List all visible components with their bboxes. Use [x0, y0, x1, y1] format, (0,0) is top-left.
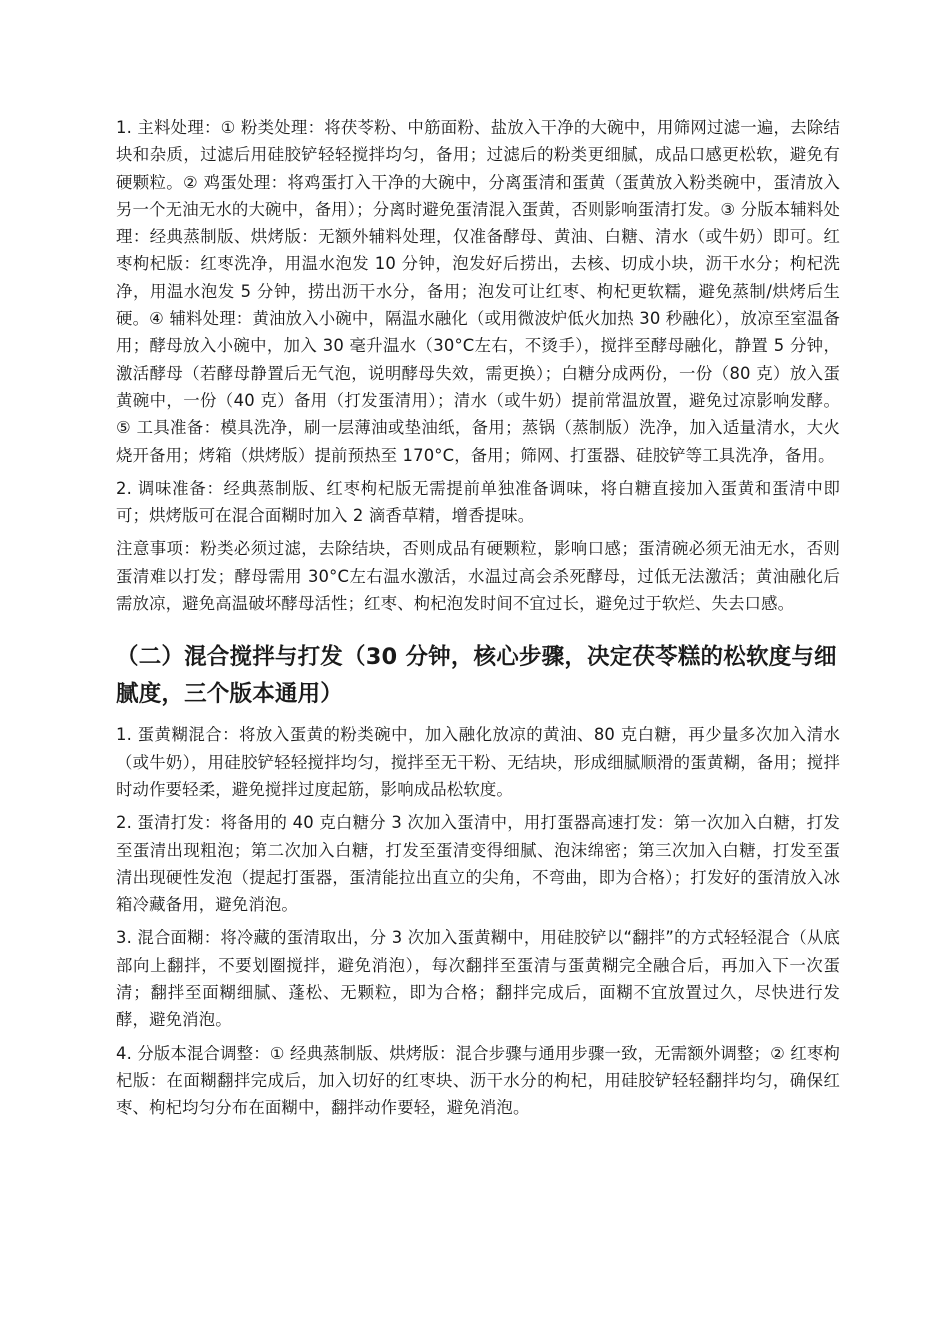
ingredient-prep-paragraph: 1. 主料处理：① 粉类处理：将茯苓粉、中筋面粉、盐放入干净的大碗中，用筛网过滤一遍，去除结块和杂质，过滤后用硅胶铲轻轻搅拌均匀，备用；过滤后的粉类更细腻，成品口感更松软，避免有硬颗粒。② 鸡蛋处理：将鸡蛋打入干净的大碗中，分离蛋清和蛋黄（蛋黄放入粉类碗中，蛋清放入另一个无油无水的大碗中，备用）；分离时避免蛋清混入蛋黄，否则影响蛋清打发。③ 分版本辅料处理：经典蒸制版、烘烤版：无额外辅料处理，仅准备酵母、黄油、白糖、清水（或牛奶）即可。红枣枸杞版：红枣洗净，用温水泡发 10 分钟，泡发好后捞出，去核、切成小块，沥干水分；枸杞洗净，用温水泡发 5 分钟，捞出沥干水分，备用；泡发可让红枣、枸杞更软糯，避免蒸制/烘烤后生硬。④ 辅料处理：黄油放入小碗中，隔温水融化（或用微波炉低火加热 30 秒融化），放凉至室温备用；酵母放入小碗中，加入 30 毫升温水（30°C左右，不烫手），搅拌至酵母融化，静置 5 分钟，激活酵母（若酵母静置后无气泡，说明酵母失效，需更换）；白糖分成两份，一份（80 克）放入蛋黄碗中，一份（40 克）备用（打发蛋清用）；清水（或牛奶）提前常温放置，避免过凉影响发酵。⑤ 工具准备：模具洗净，刷一层薄油或垫油纸，备用；蒸锅（蒸制版）洗净，加入适量清水，大火烧开备用；烤箱（烘烤版）提前预热至 170°C，备用；筛网、打蛋器、硅胶铲等工具洗净，备用。 — [116, 118, 840, 465]
section-heading-mixing: （二）混合搅拌与打发（30 分钟，核心步骤，决定茯苓糕的松软度与细腻度，三个版本通用） — [116, 644, 837, 708]
whip-whites-paragraph: 2. 蛋清打发：将备用的 40 克白糖分 3 次加入蛋清中，用打蛋器高速打发：第一次加入白糖，打发至蛋清出现粗泡；第二次加入白糖，打发至蛋清变得细腻、泡沫绵密；第三次加入白糖，打发至蛋清出现硬性发泡（提起打蛋器，蛋清能拉出直立的尖角，不弯曲，即为合格）；打发好的蛋清放入冰箱冷藏备用，避免消泡。 — [116, 813, 840, 915]
seasoning-prep-paragraph: 2. 调味准备：经典蒸制版、红枣枸杞版无需提前单独准备调味，将白糖直接加入蛋黄和蛋清中即可；烘烤版可在混合面糊时加入 2 滴香草精，增香提味。 — [116, 478, 840, 526]
yolk-batter-paragraph: 1. 蛋黄糊混合：将放入蛋黄的粉类碗中，加入融化放凉的黄油、80 克白糖，再少量多次加入清水（或牛奶），用硅胶铲轻轻搅拌均匀，搅拌至无干粉、无结块，形成细腻顺滑的蛋黄糊，备用；搅拌时动作要轻柔，避免搅拌过度起筋，影响成品松软度。 — [116, 725, 840, 799]
document-page — [116, 114, 840, 1122]
fold-batter-paragraph: 3. 混合面糊：将冷藏的蛋清取出，分 3 次加入蛋黄糊中，用硅胶铲以“翻拌”的方式轻轻混合（从底部向上翻拌，不要划圈搅拌，避免消泡），每次翻拌至蛋清与蛋黄糊完全融合后，再加入下一次蛋清；翻拌至面糊细腻、蓬松、无颗粒，即为合格；翻拌完成后，面糊不宜放置过久，尽快进行发酵，避免消泡。 — [116, 928, 840, 1030]
notes-paragraph: 注意事项：粉类必须过滤，去除结块，否则成品有硬颗粒，影响口感；蛋清碗必须无油无水，否则蛋清难以打发；酵母需用 30°C左右温水激活，水温过高会杀死酵母，过低无法激活；黄油融化后需放凉，避免高温破坏酵母活性；红枣、枸杞泡发时间不宜过长，避免过于软烂、失去口感。 — [116, 539, 840, 614]
version-adjust-paragraph: 4. 分版本混合调整：① 经典蒸制版、烘烤版：混合步骤与通用步骤一致，无需额外调整；② 红枣枸杞版：在面糊翻拌完成后，加入切好的红枣块、沥干水分的枸杞，用硅胶铲轻轻翻拌均匀，确保红枣、枸杞均匀分布在面糊中，翻拌动作要轻，避免消泡。 — [116, 1043, 840, 1118]
